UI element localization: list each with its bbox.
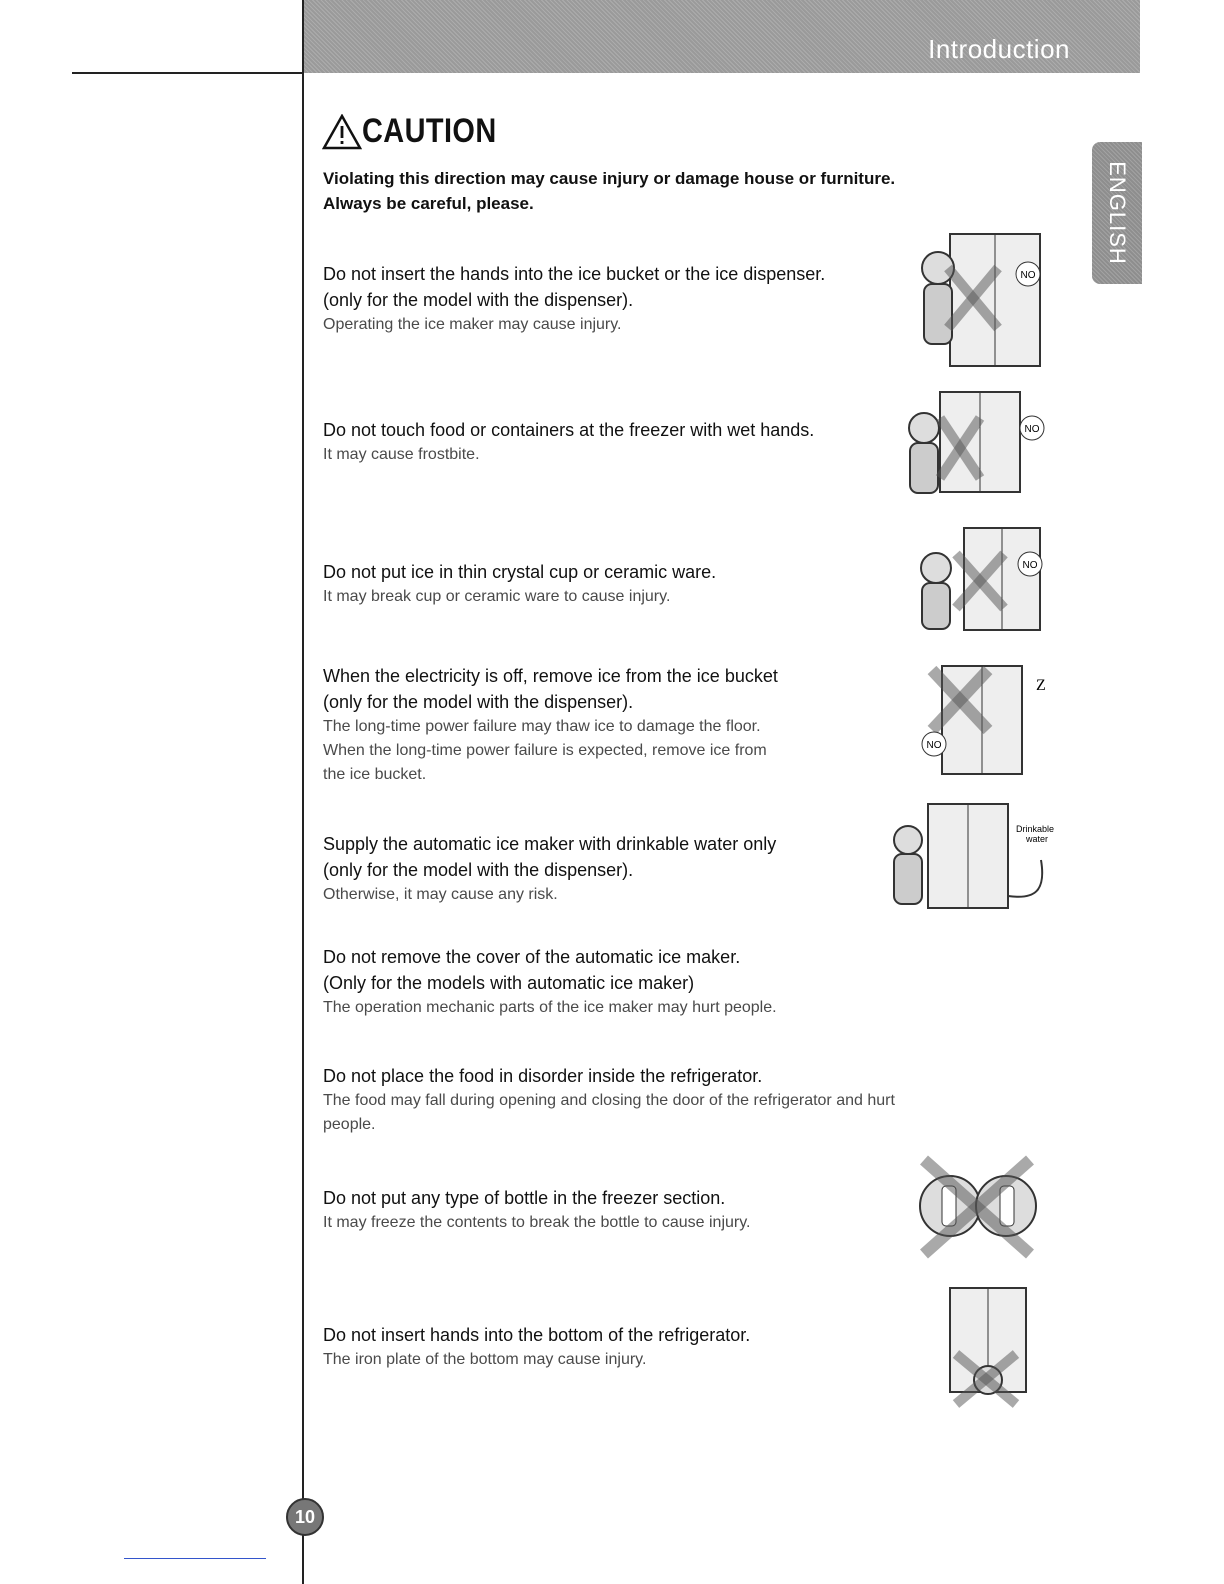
power-off-ice-bucket-illustration	[912, 660, 1048, 778]
caution-item	[323, 417, 893, 467]
item-description: people.	[323, 1116, 376, 1133]
no-label: NO	[926, 740, 942, 751]
caution-item	[323, 831, 893, 907]
item-description: When the long-time power failure is expected, remove ice from	[323, 742, 767, 759]
section-header-band	[304, 0, 1140, 73]
item-heading: (only for the model with the dispenser).	[323, 290, 634, 310]
item-description: It may freeze the contents to break the bottle to cause injury.	[323, 1214, 751, 1231]
item-heading: (Only for the models with automatic ice maker)	[323, 973, 695, 993]
bottle-freezer-illustration	[914, 1150, 1040, 1262]
item-description: The operation mechanic parts of the ice maker may hurt people.	[323, 999, 777, 1016]
no-label: NO	[1024, 424, 1040, 435]
caution-item	[323, 559, 893, 609]
z-label: Z	[1036, 677, 1046, 694]
item-description: The long-time power failure may thaw ice to damage the floor.	[323, 718, 761, 735]
caution-intro-line: Always be careful, please.	[323, 194, 534, 213]
drinkable-water-illustration	[886, 800, 1066, 914]
item-description: The food may fall during opening and closing the door of the refrigerator and hurt	[323, 1092, 895, 1109]
item-heading: (only for the model with the dispenser).	[323, 692, 634, 712]
item-heading: When the electricity is off, remove ice from the ice bucket	[323, 666, 778, 686]
drinkable-label: Drinkable	[1016, 824, 1055, 834]
item-description: The iron plate of the bottom may cause injury.	[323, 1351, 647, 1368]
footer-rule	[124, 1558, 266, 1559]
item-description: the ice bucket.	[323, 766, 427, 783]
caution-item	[323, 663, 893, 787]
item-heading: Do not put any type of bottle in the freezer section.	[323, 1188, 726, 1208]
wet-hands-freezer-illustration	[900, 388, 1060, 498]
caution-heading	[322, 112, 520, 151]
item-description: Otherwise, it may cause any risk.	[323, 886, 558, 903]
item-description: It may cause frostbite.	[323, 446, 480, 463]
hand-in-ice-dispenser-illustration	[912, 228, 1048, 374]
caution-item	[323, 1185, 893, 1235]
caution-item	[323, 1322, 893, 1372]
item-heading: Do not touch food or containers at the freezer with wet hands.	[323, 420, 815, 440]
footer-rule-vertical	[302, 1540, 304, 1584]
item-heading: Supply the automatic ice maker with drinkable water only	[323, 834, 777, 854]
item-heading: Do not insert hands into the bottom of the refrigerator.	[323, 1325, 751, 1345]
caution-item	[323, 944, 1023, 1020]
no-label: NO	[1022, 560, 1038, 571]
item-description: Operating the ice maker may cause injury.	[323, 316, 622, 333]
page-number-badge	[286, 1498, 324, 1536]
language-tab	[1092, 142, 1142, 284]
page-number: 10	[294, 1506, 316, 1527]
caution-item	[323, 261, 893, 337]
vertical-rule	[302, 0, 304, 1584]
section-title: Introduction	[928, 34, 1070, 64]
drinkable-label: water	[1026, 834, 1049, 844]
hands-under-refrigerator-illustration	[926, 1284, 1050, 1408]
ice-crystal-cup-illustration	[912, 524, 1048, 634]
no-label: NO	[1020, 270, 1036, 281]
caution-intro-line: Violating this direction may cause injury or damage house or furniture.	[323, 169, 896, 188]
caution-title: CAUTION	[362, 112, 497, 150]
language-tab-label: ENGLISH	[1105, 161, 1130, 265]
item-heading: Do not put ice in thin crystal cup or ceramic ware.	[323, 562, 717, 582]
item-heading: Do not remove the cover of the automatic ice maker.	[323, 947, 741, 967]
item-heading: (only for the model with the dispenser).	[323, 860, 634, 880]
item-heading: Do not place the food in disorder inside the refrigerator.	[323, 1066, 763, 1086]
item-heading: Do not insert the hands into the ice bucket or the ice dispenser.	[323, 264, 826, 284]
top-rule	[72, 72, 304, 74]
item-description: It may break cup or ceramic ware to cause injury.	[323, 588, 671, 605]
warning-triangle-icon	[322, 114, 362, 150]
caution-item	[323, 1063, 1023, 1137]
caution-intro	[323, 166, 1023, 216]
